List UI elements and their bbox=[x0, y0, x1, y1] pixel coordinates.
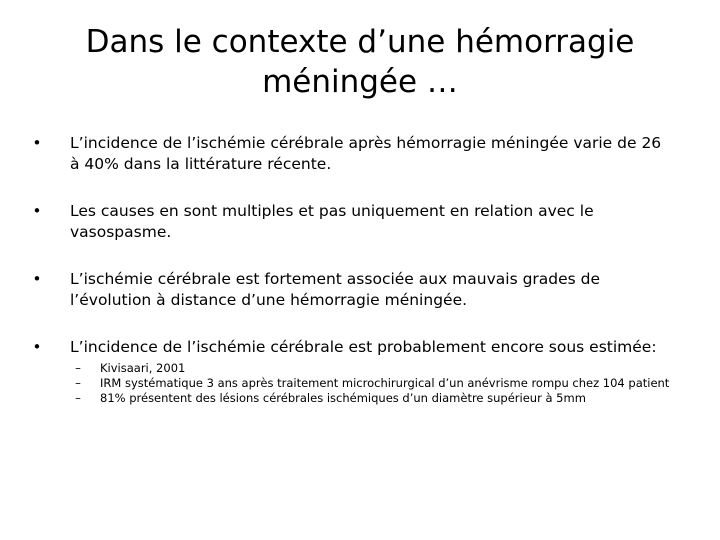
bullet-marker: • bbox=[32, 270, 42, 288]
sub-bullet-marker: – bbox=[75, 361, 81, 375]
bullet-text: L’incidence de l’ischémie cérébrale est probablement encore sous estimée: bbox=[70, 338, 657, 356]
sub-bullet-item bbox=[70, 361, 670, 376]
sub-bullet-text: IRM systématique 3 ans après traitement microchirurgical d’un anévrisme rompu chez 104 patient bbox=[100, 376, 670, 390]
sub-bullet-text: Kivisaari, 2001 bbox=[100, 361, 186, 375]
bullet-item bbox=[30, 337, 670, 406]
sub-bullet-item bbox=[70, 376, 670, 391]
bullet-list bbox=[30, 133, 670, 406]
bullet-text: L’ischémie cérébrale est fortement associée aux mauvais grades de l’évolution à distance d’une hémorragie méningée. bbox=[70, 270, 601, 309]
bullet-marker: • bbox=[32, 202, 42, 220]
slide-title bbox=[60, 22, 660, 102]
sub-bullet-text: 81% présentent des lésions cérébrales ischémiques d’un diamètre supérieur à 5mm bbox=[100, 391, 586, 405]
bullet-marker: • bbox=[32, 338, 42, 356]
bullet-item bbox=[30, 133, 670, 175]
bullet-text: L’incidence de l’ischémie cérébrale après hémorragie méningée varie de 26 à 40% dans la littérature récente. bbox=[70, 134, 662, 173]
bullet-item bbox=[30, 269, 670, 311]
sub-bullet-marker: – bbox=[75, 376, 81, 390]
sub-bullet-item bbox=[70, 391, 670, 406]
bullet-text: Les causes en sont multiples et pas uniquement en relation avec le vasospasme. bbox=[70, 202, 594, 241]
bullet-item bbox=[30, 201, 670, 243]
title-line-1: Dans le contexte d’une hémorragie bbox=[85, 24, 635, 60]
title-line-2: méningée … bbox=[262, 64, 458, 100]
bullet-marker: • bbox=[32, 134, 42, 152]
sub-bullet-marker: – bbox=[75, 391, 81, 405]
sub-bullet-list bbox=[70, 361, 670, 406]
